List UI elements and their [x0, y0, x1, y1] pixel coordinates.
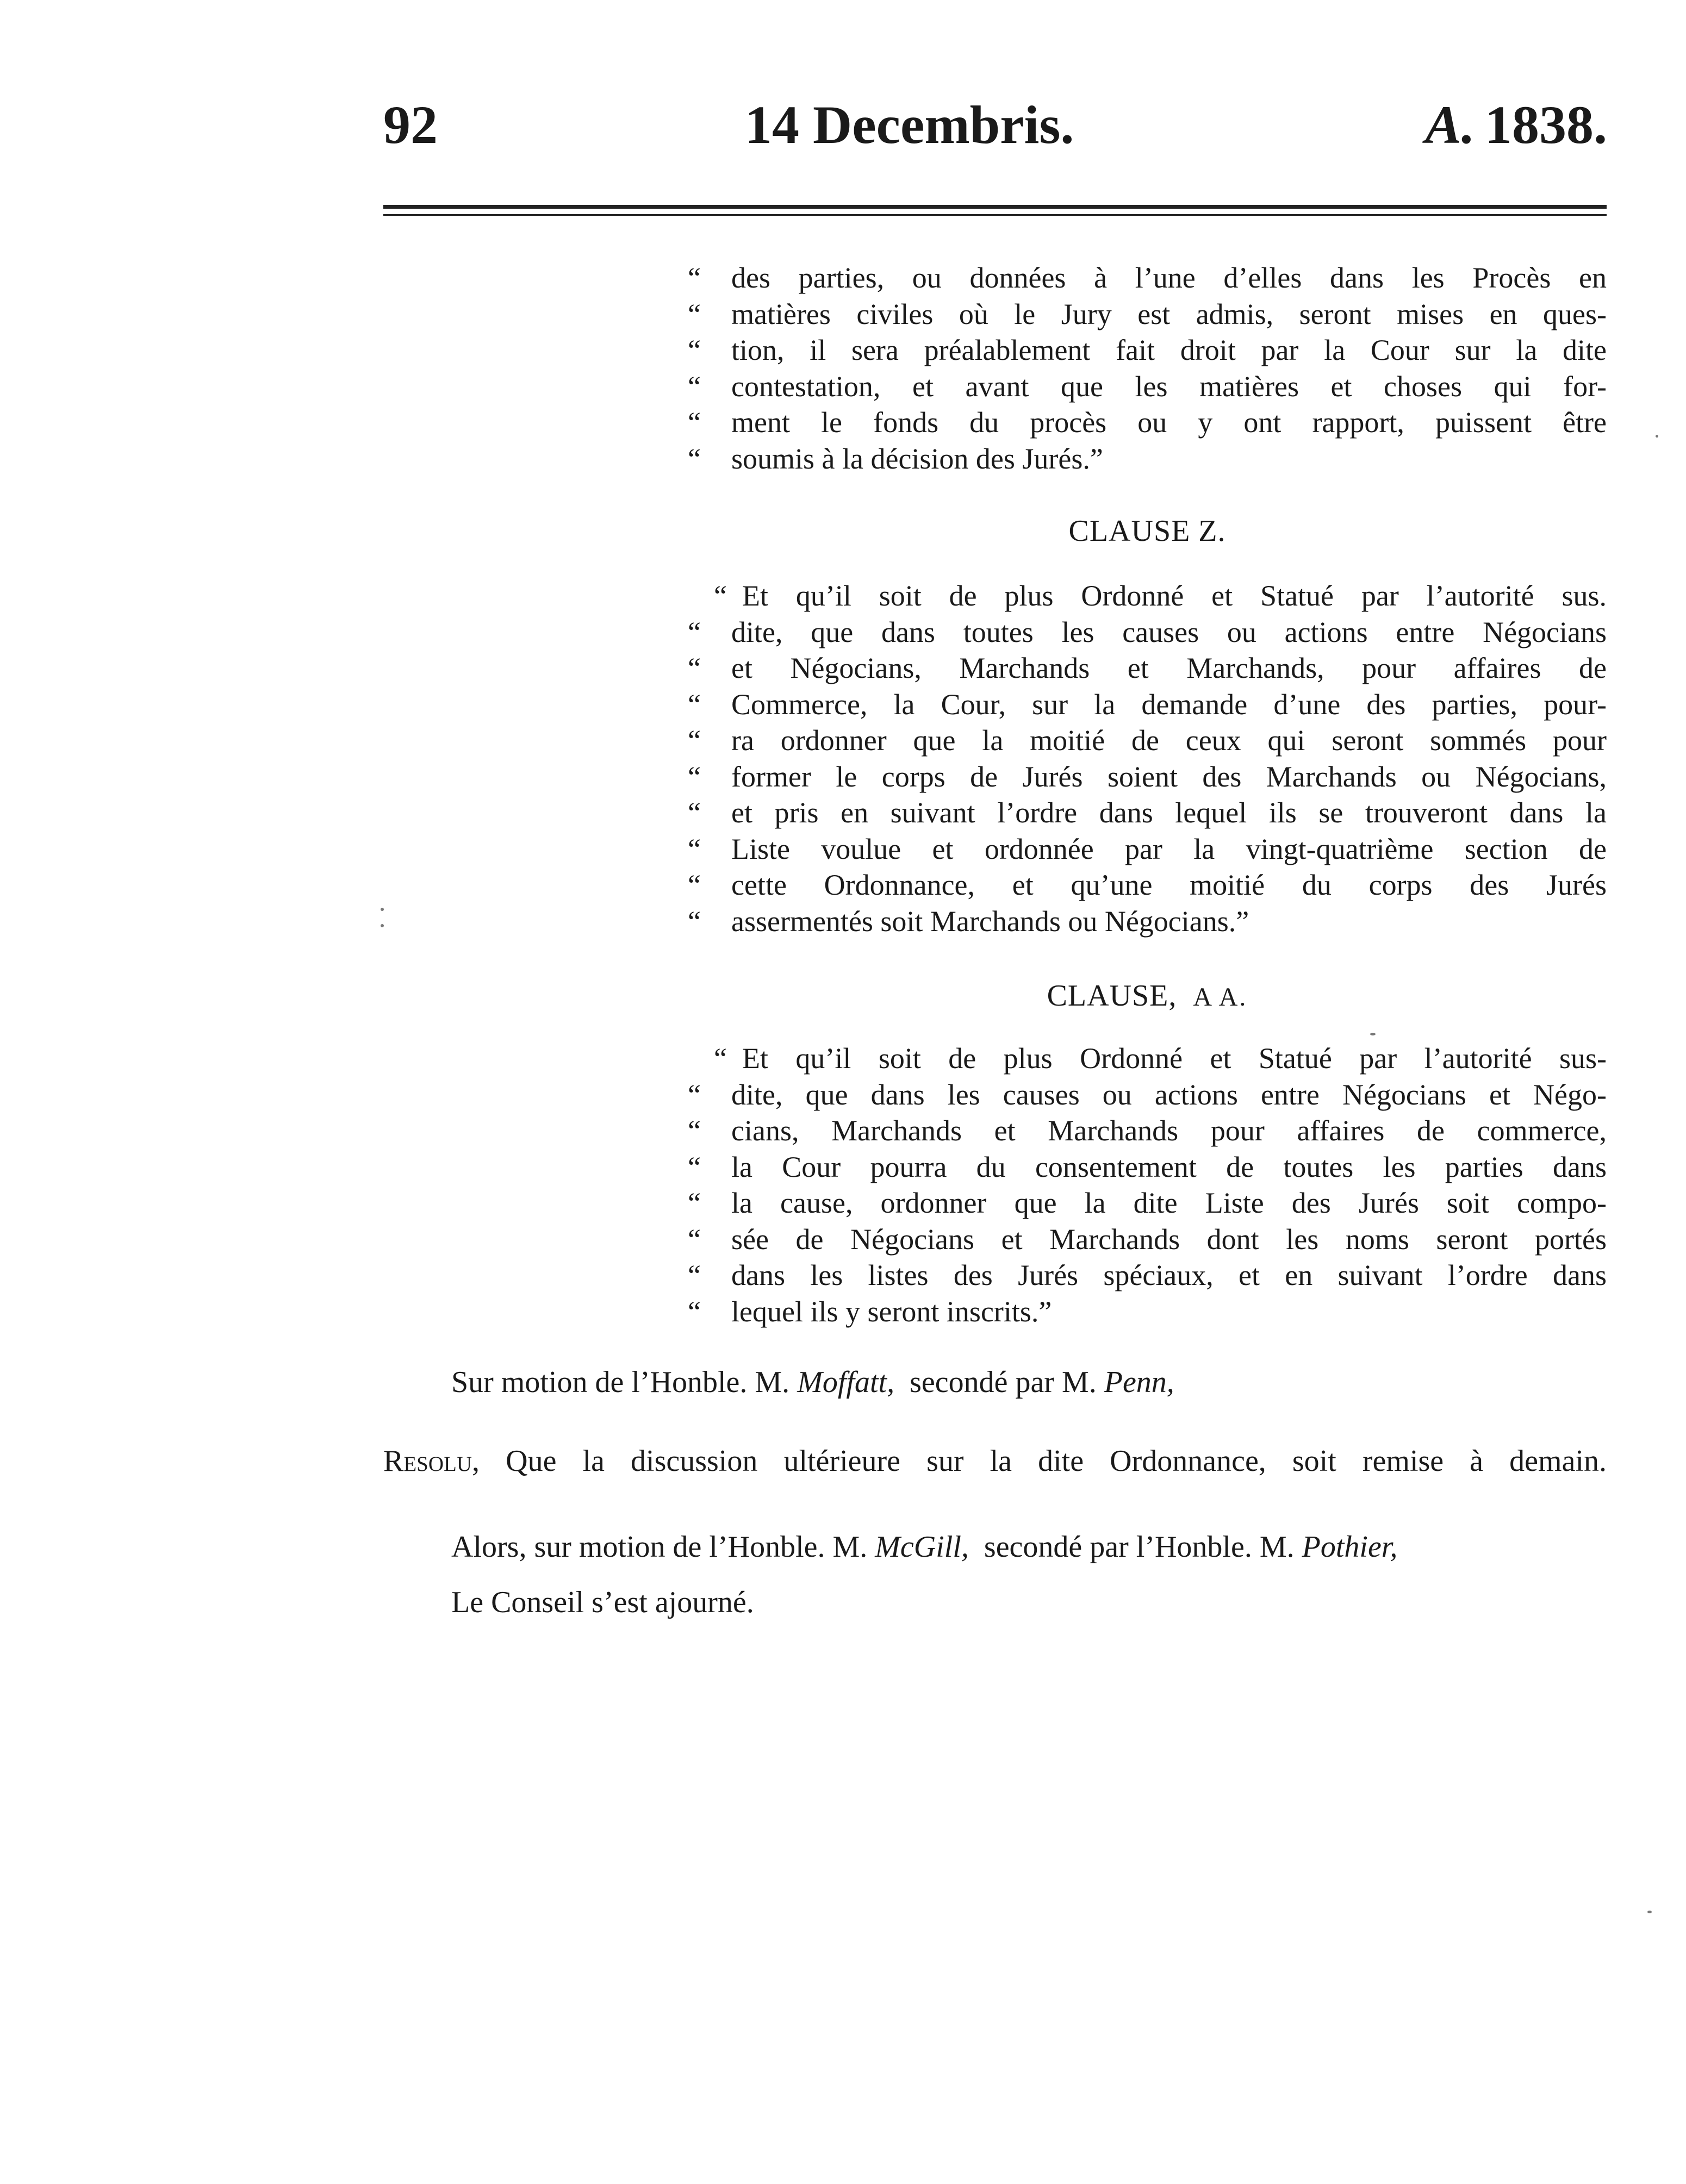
quote-mark: “ [688, 832, 701, 865]
line-text: ra ordonner que la moitié de ceux qui seront sommés pour [731, 724, 1607, 757]
line-text: Commerce, la Cour, sur la demande d’une des parties, pour- [731, 688, 1607, 721]
scan-speck [381, 924, 384, 927]
scan-speck [1656, 435, 1658, 438]
text-line [688, 1149, 1607, 1185]
text-line [688, 1185, 1607, 1221]
motion-2-middle: secondé par l’Honble. M. [984, 1530, 1295, 1564]
text-line [688, 332, 1607, 369]
quote-mark: “ [688, 688, 701, 721]
clause-z-title: CLAUSE Z. [1068, 514, 1226, 548]
text-line [688, 650, 1607, 687]
quote-mark: “ [688, 442, 701, 475]
line-text: la Cour pourra du consentement de toutes les parties dans [731, 1150, 1607, 1183]
quote-mark: “ [688, 1078, 701, 1111]
line-text: cette Ordonnance, et qu’une moitié du corps des Jurés [731, 869, 1607, 901]
text-line [688, 578, 1607, 614]
line-text: ment le fonds du procès ou y ont rapport, puissent être [731, 406, 1607, 439]
motion-2-seconder: Pothier, [1302, 1530, 1398, 1564]
line-text: dite, que dans les causes ou actions entre Négocians et Négo- [731, 1078, 1607, 1111]
quote-mark: “ [688, 1150, 701, 1183]
text-line [688, 722, 1607, 759]
line-text: des parties, ou données à l’une d’elles dans les Procès en [731, 261, 1607, 294]
text-line [688, 404, 1607, 441]
quote-mark: “ [688, 652, 701, 684]
text-line [688, 795, 1607, 831]
line-text: et Négocians, Marchands et Marchands, pour affaires de [731, 652, 1607, 684]
quote-mark: “ [688, 1114, 701, 1147]
line-text: soumis à la décision des Jurés.” [731, 442, 1103, 475]
clause-aa-word: CLAUSE, [1047, 979, 1177, 1013]
quote-mark: “ [688, 334, 701, 366]
scan-speck [1370, 1033, 1376, 1035]
motion-2-mover: McGill, [875, 1530, 969, 1564]
closing-line: Le Conseil s’est ajourné. [451, 1586, 754, 1619]
line-text: former le corps de Jurés soient des Marchands ou Négocians, [731, 760, 1607, 793]
quote-mark: “ [714, 579, 727, 612]
motion-adjourn-debate [451, 1367, 1174, 1397]
line-text: lequel ils y seront inscrits.” [731, 1295, 1052, 1328]
text-line [688, 1113, 1607, 1149]
quote-mark: “ [688, 297, 701, 330]
quote-mark: “ [714, 1042, 727, 1075]
quote-mark: “ [688, 724, 701, 757]
clause-continuation [688, 260, 1607, 477]
text-line [688, 1040, 1607, 1077]
line-text: dans les listes des Jurés spéciaux, et en suivant l’ordre dans [731, 1259, 1607, 1291]
clause-z-text [688, 578, 1607, 939]
clause-aa-title [688, 978, 1607, 1013]
quote-mark: “ [688, 796, 701, 829]
text-line [688, 831, 1607, 868]
year-value: 1838. [1485, 95, 1607, 155]
quote-mark: “ [688, 1222, 701, 1256]
line-text: assermentés soit Marchands ou Négocians.” [731, 904, 1249, 938]
quote-mark: “ [688, 1187, 701, 1219]
text-line [688, 1294, 1607, 1330]
motion-1-prefix: Sur motion de l’Honble. M. [451, 1365, 790, 1399]
resolution-text: Que la discussion ultérieure sur la dite Ordonnance, soit remise à demain. [506, 1444, 1607, 1478]
scan-speck [1647, 1911, 1652, 1913]
text-line [688, 867, 1607, 903]
motion-1-middle: secondé par M. [910, 1365, 1097, 1399]
line-text: Et qu’il soit de plus Ordonné et Statué par l’autorité sus- [742, 1042, 1607, 1075]
line-text: la cause, ordonner que la dite Liste des Jurés soit compo- [731, 1187, 1607, 1219]
resolution-line [383, 1446, 1607, 1476]
quote-mark: “ [688, 760, 701, 793]
clause-aa-text [688, 1040, 1607, 1330]
header-year [1425, 95, 1607, 155]
motion-adjourn-council [451, 1532, 1397, 1562]
header-date: 14 Decembris. [745, 95, 1074, 155]
text-line [688, 1221, 1607, 1258]
text-line [688, 614, 1607, 651]
quote-mark: “ [688, 1295, 701, 1328]
text-line [688, 687, 1607, 723]
line-text: cians, Marchands et Marchands pour affaires de commerce, [731, 1114, 1607, 1147]
resolution-label: Resolu, [383, 1444, 480, 1478]
quote-mark: “ [688, 406, 701, 439]
header-rule-thin [383, 214, 1607, 216]
clause-aa-letters: A A. [1193, 983, 1248, 1012]
motion-2-prefix: Alors, sur motion de l’Honble. M. [451, 1530, 868, 1564]
motion-1-seconder: Penn, [1104, 1365, 1174, 1399]
quote-mark: “ [688, 869, 701, 901]
anno-mark: A. [1425, 95, 1475, 155]
line-text: Liste voulue et ordonnée par la vingt-quatrième section de [731, 832, 1607, 865]
text-line [688, 260, 1607, 296]
motion-1-mover: Moffatt, [797, 1365, 895, 1399]
quote-mark: “ [688, 904, 701, 938]
quote-mark: “ [688, 261, 701, 294]
line-text: tion, il sera préalablement fait droit par la Cour sur la dite [731, 334, 1607, 366]
line-text: dite, que dans toutes les causes ou actions entre Négocians [731, 615, 1607, 648]
quote-mark: “ [688, 370, 701, 403]
line-text: Et qu’il soit de plus Ordonné et Statué par l’autorité sus. [742, 579, 1607, 612]
line-text: contestation, et avant que les matières et choses qui for- [731, 370, 1607, 403]
quote-mark: “ [688, 615, 701, 648]
text-line [688, 1257, 1607, 1294]
header-rule-thick [383, 205, 1607, 209]
text-line [688, 903, 1607, 940]
text-line [688, 759, 1607, 795]
text-line [688, 369, 1607, 405]
line-text: matières civiles où le Jury est admis, seront mises en ques- [731, 297, 1607, 330]
text-line [688, 296, 1607, 333]
page-number: 92 [383, 95, 438, 155]
scan-speck [381, 908, 384, 911]
text-line [688, 441, 1607, 477]
quote-mark: “ [688, 1259, 701, 1291]
line-text: et pris en suivant l’ordre dans lequel ils se trouveront dans la [731, 796, 1607, 829]
line-text: sée de Négocians et Marchands dont les noms seront portés [731, 1222, 1607, 1256]
text-line [688, 1077, 1607, 1113]
